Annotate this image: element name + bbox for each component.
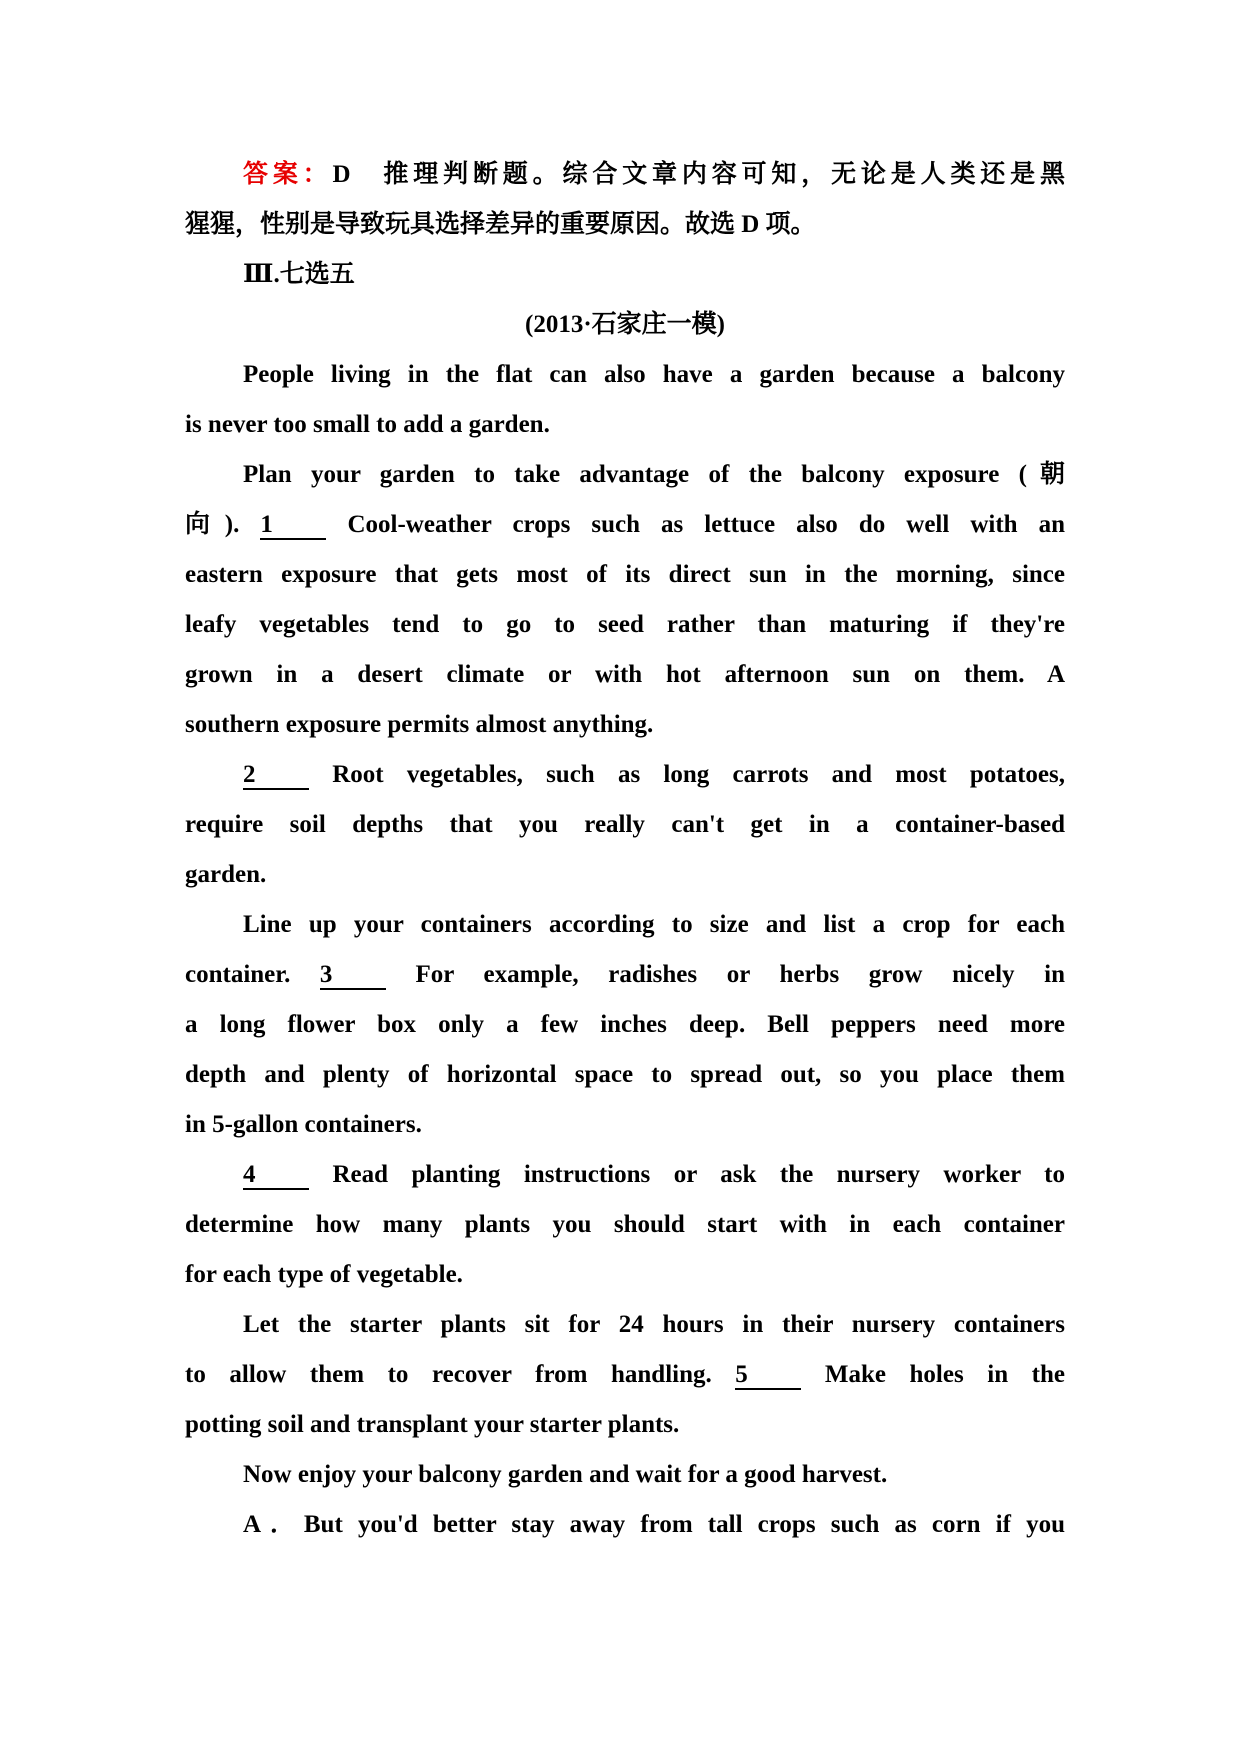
document-page: [185, 150, 1065, 1550]
answer-letter: D: [332, 161, 351, 188]
paragraph-2-line-5: grown in a desert climate or with hot afternoon sun on them. A: [185, 661, 1065, 688]
answer-line-1: [185, 150, 1065, 200]
blank-5: 5: [735, 1362, 801, 1390]
paragraph-2-line-3: eastern exposure that gets most of its direct sun in the morning, since: [185, 561, 1065, 588]
section-heading: Ⅲ.七选五: [243, 261, 355, 288]
paragraph-6-line-3: potting soil and transplant your starter plants.: [185, 1411, 680, 1438]
paragraph-4-line-3: a long flower box only a few inches deep. Bell peppers need more: [185, 1011, 1065, 1038]
paragraph-2-line-6: southern exposure permits almost anything.: [185, 711, 654, 738]
paragraph-4-line-4: depth and plenty of horizontal space to spread out, so you place them: [185, 1061, 1065, 1088]
paragraph-2-line-2: 向). 1 Cool-weather crops such as lettuce also do well with an: [185, 511, 1066, 538]
paragraph-3-line-1: 2 Root vegetables, such as long carrots and most potatoes,: [243, 761, 1065, 788]
paragraph-3-line-3: garden.: [185, 861, 267, 888]
paragraph-5-line-1: 4 Read planting instructions or ask the nursery worker to: [243, 1161, 1065, 1188]
paragraph-5-line-2: determine how many plants you should start with in each container: [185, 1211, 1065, 1238]
paragraph-3-line-2: require soil depths that you really can't get in a container-based: [185, 811, 1065, 838]
blank-4: 4: [243, 1162, 309, 1190]
answer-explanation-1: 推理判断题。综合文章内容可知，无论是人类还是黑: [378, 161, 1065, 188]
paragraph-6-line-2: to allow them to recover from handling. 5 Make holes in the: [185, 1361, 1065, 1388]
paragraph-4-line-2: container. 3 For example, radishes or herbs grow nicely in: [185, 961, 1065, 988]
blank-1: 1: [260, 512, 326, 540]
blank-2: 2: [243, 762, 309, 790]
option-a: A．But you'd better stay away from tall crops such as corn if you: [243, 1511, 1065, 1538]
answer-label: 答案：: [243, 161, 333, 188]
paragraph-1-line-2: is never too small to add a garden.: [185, 411, 550, 438]
paragraph-4-line-1: Line up your containers according to size and list a crop for each: [243, 911, 1065, 938]
paragraph-4-line-5: in 5-gallon containers.: [185, 1111, 422, 1138]
paragraph-6-line-1: Let the starter plants sit for 24 hours in their nursery containers: [243, 1311, 1065, 1338]
paragraph-2-line-1: Plan your garden to take advantage of the balcony exposure (朝: [243, 461, 1065, 488]
paragraph-2-line-4: leafy vegetables tend to go to seed rather than maturing if they're: [185, 611, 1065, 638]
paragraph-5-line-3: for each type of vegetable.: [185, 1261, 463, 1288]
answer-line-2: 猩猩，性别是导致玩具选择差异的重要原因。故选 D 项。: [185, 211, 816, 238]
source-note: (2013·石家庄一模): [525, 311, 725, 338]
paragraph-7: Now enjoy your balcony garden and wait for a good harvest.: [243, 1461, 888, 1488]
blank-3: 3: [320, 962, 386, 990]
paragraph-1-line-1: People living in the flat can also have a garden because a balcony: [243, 361, 1065, 388]
